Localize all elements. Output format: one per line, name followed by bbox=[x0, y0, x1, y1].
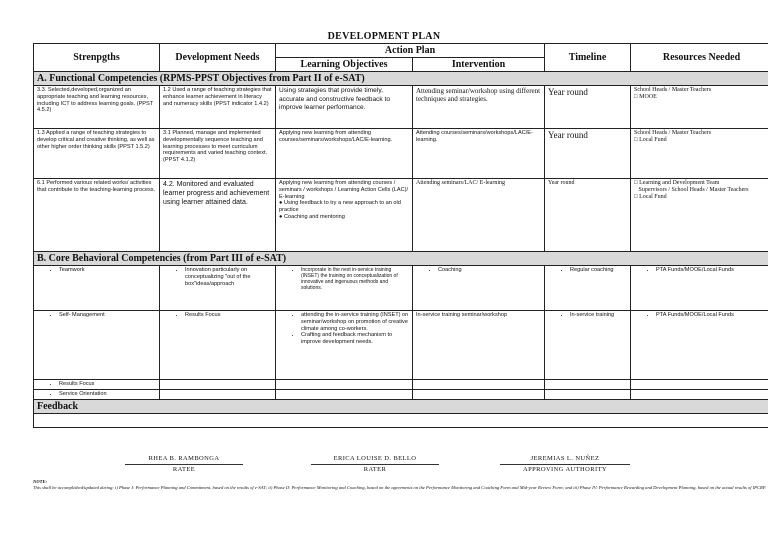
feedback-area bbox=[34, 413, 768, 427]
timeline-cell: • In-service training bbox=[545, 311, 631, 380]
note bbox=[33, 479, 768, 491]
need-cell: • Innovation particularly on conceptualizing "out of the box"ideas/approach bbox=[160, 266, 276, 311]
table-row bbox=[34, 389, 768, 399]
strength-cell: • Self- Management bbox=[34, 311, 160, 380]
table-row bbox=[34, 129, 768, 179]
timeline-cell: Year round bbox=[545, 86, 631, 129]
header-development-needs: Development Needs bbox=[160, 44, 276, 72]
table-row bbox=[34, 266, 768, 311]
table-row bbox=[34, 179, 768, 252]
objective-bullet: ● Using feedback to try a new approach to an old practice bbox=[279, 200, 401, 214]
signature-name: ERICA LOUISE D. BELLO bbox=[333, 455, 417, 462]
table-row bbox=[34, 311, 768, 380]
resources-cell bbox=[631, 179, 768, 252]
development-plan-table bbox=[33, 43, 768, 428]
timeline-cell: Year round bbox=[545, 179, 631, 252]
signature-ratee bbox=[125, 455, 243, 473]
need-cell: • Results Focus bbox=[160, 311, 276, 380]
signature-approving bbox=[500, 455, 630, 473]
strength-cell: 1.3 Applied a range of teaching strategies to develop critical and creative thinking, as well as other higher order thinking skills (PPST 1.5.2) bbox=[34, 129, 160, 179]
objective-cell: Applying new learning from attending courses/seminars/workshops/LAC/E-learning. bbox=[276, 129, 413, 179]
objective-text: Applying new learning from attending courses / seminars / workshops / Learning Action Cells (LAC)/ E-learning bbox=[279, 180, 409, 200]
resources-cell: • PTA Funds/MOOE/Local Funds bbox=[631, 266, 768, 311]
section-a-title: A. Functional Competencies (RPMS-PPST Objectives from Part II of e-SAT) bbox=[34, 72, 768, 86]
intervention-cell: In-service training seminar/workshop bbox=[413, 311, 545, 380]
objective-cell: • attending the in-service training (INSET) on seminar/workshop on promotion of creative climate among co-workers. • Crafting and feedback mechanism to improve development needs. bbox=[276, 311, 413, 380]
page-title: DEVELOPMENT PLAN bbox=[327, 31, 441, 42]
resource-line: School Heads / Master Teachers bbox=[634, 87, 712, 93]
signature-role: RATER bbox=[311, 464, 439, 473]
resource-line: Supervisors / School Heads / Master Teachers bbox=[638, 187, 749, 194]
strength-cell: 3.3. Selected,developed,organized an appropriate teaching and learning resources, including ICT to address learning goals. (PPST 4.5.2) bbox=[34, 86, 160, 129]
need-cell: 4.2. Monitored and evaluated learner progress and achievement using learner attained data. bbox=[160, 179, 276, 252]
signature-role: APPROVING AUTHORITY bbox=[500, 464, 630, 473]
intervention-cell: Attending courses/seminars/workshops/LAC/E-learning. bbox=[413, 129, 545, 179]
signature-name: JEREMIAS L. NUÑEZ bbox=[530, 455, 600, 462]
header-intervention: Intervention bbox=[413, 58, 545, 72]
need-cell: 1.2 Used a range of teaching strategies that enhance learner achievement in literacy and numeracy skills (PPST indicator 1.4.2) bbox=[160, 86, 276, 129]
signature-rater bbox=[311, 455, 439, 473]
strength-cell: • Service Orientation bbox=[34, 389, 160, 399]
resource-line: □ MOOE bbox=[634, 94, 657, 101]
objective-cell bbox=[276, 179, 413, 252]
resource-line: School Heads / Master Teachers bbox=[634, 130, 712, 136]
resource-line: □ Local Fund bbox=[634, 194, 667, 201]
note-text: This shall be accomplished/updated during: i) Phase I: Performance Planning and Commitment, based on the results of e-SAT; ii) Phase II: Performance Monitoring and Coaching, based on the agreements on the Performance Monitoring and Coaching Form and Mid-year Review Form; and iii) Phase IV: Performance Rewarding and Development Planning, based on the actual results of IPCRF. bbox=[33, 485, 767, 491]
header-strengths: Strenpgths bbox=[34, 44, 160, 72]
feedback-title: Feedback bbox=[34, 399, 768, 413]
header-timeline: Timeline bbox=[545, 44, 631, 72]
table-row bbox=[34, 86, 768, 129]
resources-cell bbox=[631, 129, 768, 179]
intervention-cell: Attending seminars/LAC/ E-learning bbox=[413, 179, 545, 252]
section-b-title: B. Core Behavioral Competencies (from Part III of e-SAT) bbox=[34, 252, 768, 266]
header-resources: Resources Needed bbox=[631, 44, 768, 72]
objective-cell: Using strategies that provide timely, accurate and constructive feedback to improve learner performance. bbox=[276, 86, 413, 129]
strength-cell: • Teamwork bbox=[34, 266, 160, 311]
intervention-cell: • Coaching bbox=[413, 266, 545, 311]
strength-cell: 6.1 Performed various related works/ activities that contribute to the teaching-learning process. bbox=[34, 179, 160, 252]
signature-role: RATEE bbox=[125, 464, 243, 473]
resources-cell: • PTA Funds/MOOE/Local Funds bbox=[631, 311, 768, 380]
table-row bbox=[34, 380, 768, 390]
timeline-cell: • Regular coaching bbox=[545, 266, 631, 311]
objective-cell: • Incorporate in the next in-service training (INSET) the training on conceptualization of innovative and ingenuous methods and solutions. bbox=[276, 266, 413, 311]
intervention-cell: Attending seminar/workshop using different techniques and strategies. bbox=[413, 86, 545, 129]
strength-cell: • Results Focus bbox=[34, 380, 160, 390]
resource-line: □ Local Fund bbox=[634, 137, 667, 144]
timeline-cell: Year round bbox=[545, 129, 631, 179]
need-cell: 3.1 Planned, manage and implemented developmentally sequence teaching and learning processes to meet curriculum requirements and varied teaching context. (PPST 4.1.2) bbox=[160, 129, 276, 179]
signature-name: RHEA B. RAMBONGA bbox=[148, 455, 220, 462]
note-label: NOTE: bbox=[33, 479, 48, 484]
objective-bullet: ● Coaching and mentoring bbox=[279, 214, 345, 221]
header-action-plan: Action Plan bbox=[276, 44, 545, 58]
resource-line: □ Learning and Development Team bbox=[634, 180, 720, 186]
resources-cell bbox=[631, 86, 768, 129]
header-learning-objectives: Learning Objectives bbox=[276, 58, 413, 72]
